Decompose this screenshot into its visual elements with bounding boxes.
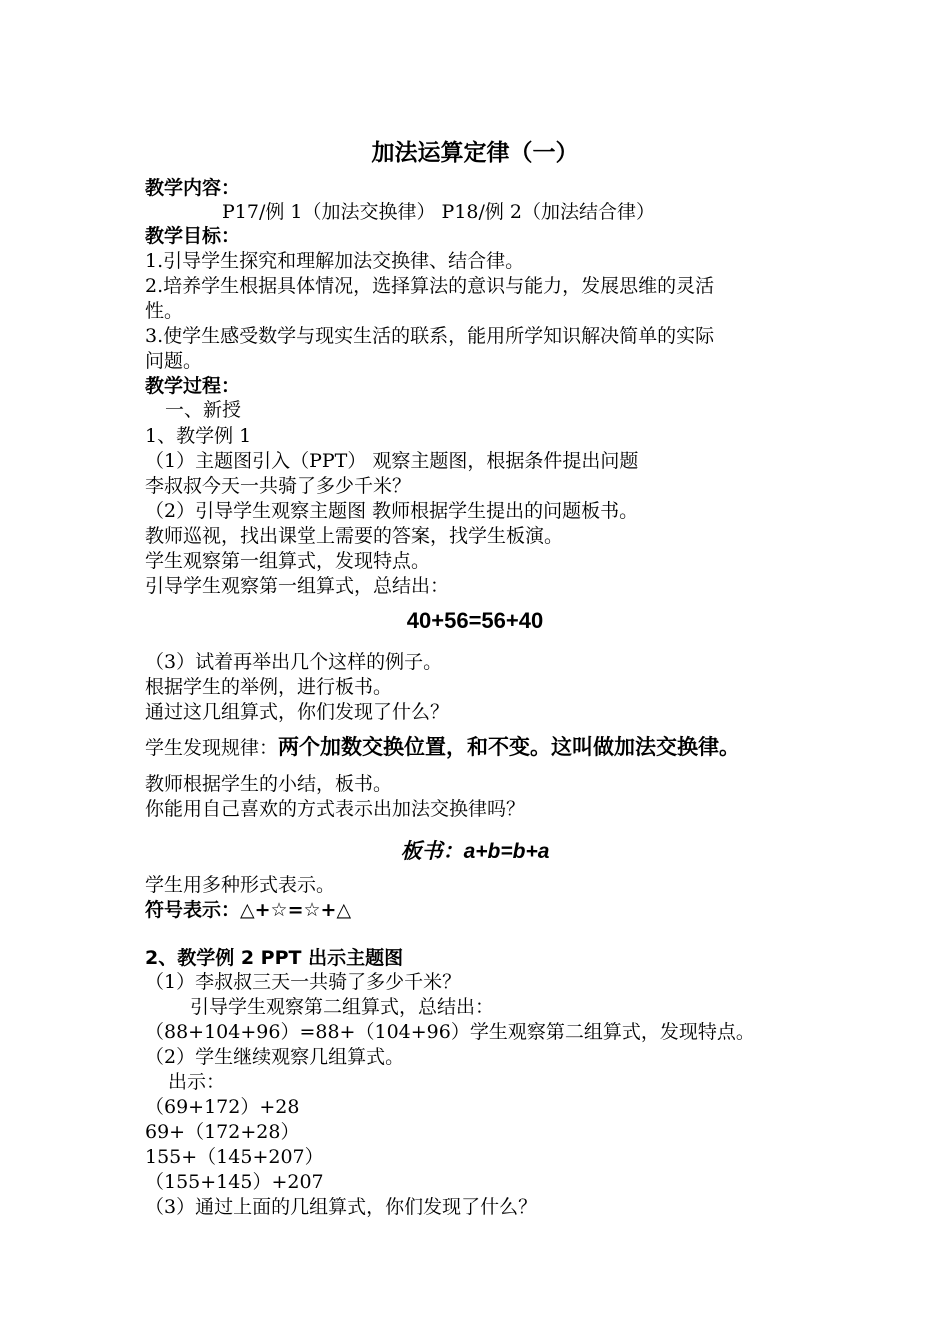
process-line: 教师根据学生的小结，板书。	[145, 773, 393, 795]
process-line: （2）引导学生观察主题图 教师根据学生提出的问题板书。	[145, 500, 639, 522]
equation-commutative-example: 40+56=56+40	[406, 608, 544, 633]
goal-2-line-2: 性。	[145, 300, 184, 322]
process-line: （3）通过上面的几组算式，你们发现了什么？	[145, 1196, 538, 1218]
goal-3-line-1: 3.使学生感受数学与现实生活的联系，能用所学知识解决简单的实际	[145, 325, 715, 347]
process-line: （88+104+96）=88+（104+96）学生观察第二组算式，发现特点。	[145, 1021, 755, 1043]
process-line: （1）李叔叔三天一共骑了多少千米？	[145, 971, 462, 993]
goal-2-line-1: 2.培养学生根据具体情况，选择算法的意识与能力，发展思维的灵活	[145, 275, 715, 297]
process-line: 李叔叔今天一共骑了多少千米？	[145, 475, 412, 497]
process-line: 教师巡视，找出课堂上需要的答案，找学生板演。	[145, 525, 564, 547]
process-line: 你能用自己喜欢的方式表示出加法交换律吗？	[145, 798, 526, 820]
process-line: 根据学生的举例，进行板书。	[145, 676, 393, 698]
formula-line: （155+145）+207	[145, 1171, 324, 1193]
process-line: （2）学生继续观察几组算式。	[145, 1046, 405, 1068]
board-formula: 板书：a+b=b+a	[400, 840, 550, 863]
goal-3-line-2: 问题。	[145, 350, 203, 372]
process-heading: 教学过程：	[145, 375, 241, 397]
process-line: 学生观察第一组算式，发现特点。	[145, 550, 431, 572]
goal-1: 1.引导学生探究和理解加法交换律、结合律。	[145, 250, 525, 272]
rule-line	[145, 735, 740, 761]
goals-heading: 教学目标：	[145, 225, 241, 247]
example-2-heading: 2、教学例 2 PPT 出示主题图	[145, 947, 404, 969]
process-line: （1）主题图引入（PPT） 观察主题图，根据条件提出问题	[145, 450, 639, 472]
content-text: P17/例 1（加法交换律） P18/例 2（加法结合律）	[222, 201, 656, 223]
process-line: 引导学生观察第二组算式，总结出：	[190, 996, 495, 1018]
symbol-representation: 符号表示：△+☆=☆+△	[145, 899, 352, 921]
section-new-lesson: 一、新授	[165, 399, 242, 421]
process-line: 通过这几组算式，你们发现了什么？	[145, 701, 450, 723]
rule-prefix: 学生发现规律：	[145, 737, 279, 759]
commutative-law-rule: 两个加数交换位置，和不变。这叫做加法交换律。	[278, 735, 741, 759]
formula-line: 155+（145+207）	[145, 1146, 324, 1168]
example-1-heading: 1、教学例 1	[145, 425, 252, 447]
formula-line: 69+（172+28）	[145, 1121, 300, 1143]
formula-line: （69+172）+28	[145, 1096, 300, 1118]
process-line: 出示：	[168, 1071, 226, 1093]
page-title: 加法运算定律（一）	[371, 140, 579, 166]
process-line: 学生用多种形式表示。	[145, 874, 336, 896]
process-line: 引导学生观察第一组算式，总结出：	[145, 575, 450, 597]
process-line: （3）试着再举出几个这样的例子。	[145, 651, 443, 673]
content-heading: 教学内容：	[145, 177, 241, 199]
